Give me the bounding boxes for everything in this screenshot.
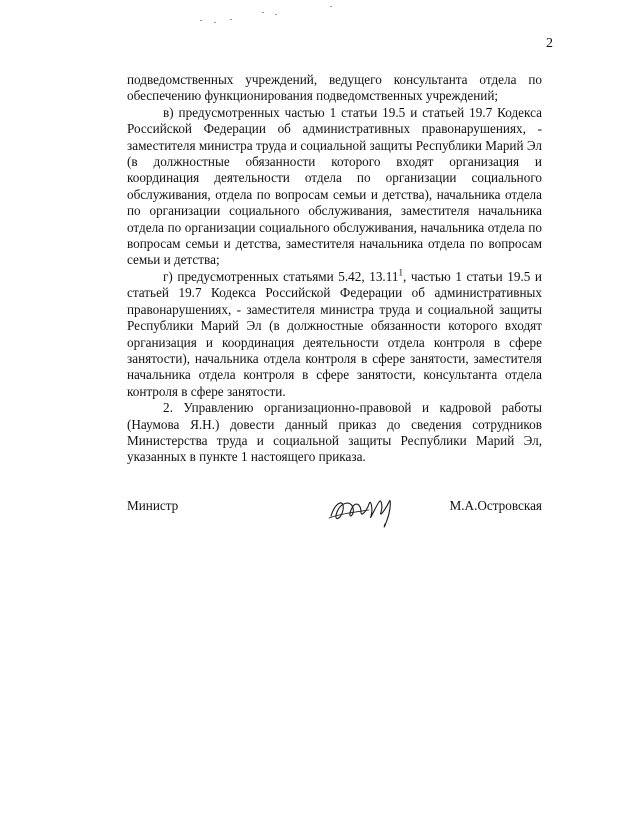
paragraph-continuation: подведомственных учреждений, ведущего консультанта отдела по обеспечению функционирования подведомственных учреждений;	[127, 72, 542, 104]
page-number: 2	[546, 36, 553, 51]
scan-mark	[262, 12, 264, 13]
signature-block	[127, 498, 542, 538]
signatory-name: М.А.Островская	[449, 498, 542, 513]
scan-mark	[200, 20, 202, 21]
signatory-title: Министр	[127, 498, 179, 513]
paragraph-item-g	[127, 269, 542, 400]
scan-mark	[275, 14, 277, 15]
paragraph-item-2: 2. Управлению организационно-правовой и кадровой работы (Наумова Я.Н.) довести данный приказ до сведения сотрудников Министерства труда и социальной защиты Республики Марий Эл, указанных в пункте 1 настоящего приказа.	[127, 400, 542, 465]
paragraph-item-v: в) предусмотренных частью 1 статьи 19.5 и статьей 19.7 Кодекса Российской Федерации об административных правонарушениях, - заместителя министра труда и социальной защиты Республики Марий Эл (в должностные обязанности которого входят организация и координация деятельности отдела по организации социального обслуживания, отдела по вопросам семьи и детства), начальника отдела по организации социального обслуживания, заместителя начальника отдела по организации социального обслуживания, начальника отдела по вопросам семьи и детства, заместителя начальника отдела по вопросам семьи и детства;	[127, 104, 542, 268]
handwritten-signature	[325, 480, 397, 532]
paragraph-item-g-start: г) предусмотренных статьями 5.42, 13.11	[163, 268, 399, 284]
scan-mark	[214, 22, 216, 23]
scan-mark	[330, 6, 332, 7]
document-body	[127, 72, 542, 466]
paragraph-item-g-end: , частью 1 статьи 19.5 и статьей 19.7 Кодекса Российской Федерации об административных правонарушениях, - заместителя министра труда и социальной защиты Республики Марий Эл (в должностные обязанности которого входят организация и координация деятельности отдела контроля в сфере занятости), начальника отдела контроля в сфере занятости, заместителя начальника отдела контроля в сфере занятости, консультанта отдела контроля в сфере занятости.	[127, 268, 542, 399]
superscript-one: 1	[398, 267, 403, 278]
scan-mark	[230, 19, 232, 20]
